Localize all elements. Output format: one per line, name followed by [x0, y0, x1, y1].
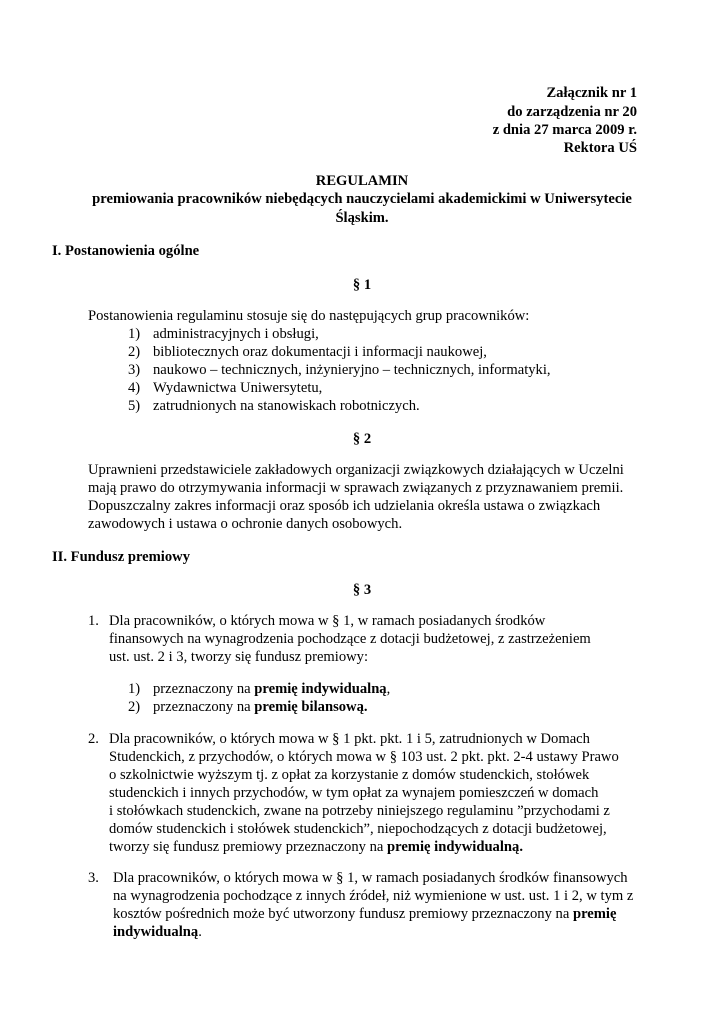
list-item-number: 4) — [128, 380, 141, 396]
fund-item-2-line: Studenckich, z przychodów, o których mowa w § 103 ust. 2 pkt. pkt. 2-4 ustawy Prawo — [109, 749, 619, 765]
sub-list-text: przeznaczony na — [153, 699, 255, 715]
fund-item-2-last-text: tworzy się fundusz premiowy przeznaczony na — [109, 839, 387, 855]
paragraph-mark-2: § 2 — [352, 431, 372, 447]
sub-list-item-text — [153, 699, 368, 717]
header-line-1: Załącznik nr 1 — [546, 85, 637, 101]
list-item-text: Wydawnictwa Uniwersytetu, — [153, 380, 323, 396]
paragraph-2-line: mają prawo do otrzymywania informacji w sprawach związanych z przyznawaniem premii. — [88, 480, 624, 496]
bonus-type-bold: indywidualną — [113, 924, 199, 940]
fund-item-2-line: studenckich i innych przychodów, w tym opłat za wynajem pomieszczeń w domach — [109, 785, 599, 801]
fund-item-2-line: Dla pracowników, o których mowa w § 1 pkt. pkt. 1 i 5, zatrudnionych w Domach — [109, 731, 590, 747]
bonus-type-bold: premię — [572, 906, 617, 922]
bonus-type-bold: premię bilansową. — [254, 699, 368, 715]
list-item-text: administracyjnych i obsługi, — [153, 326, 319, 342]
bonus-type-bold: premię indywidualną — [254, 681, 387, 697]
fund-item-2-line: i stołówkach studenckich, zwane na potrzeby niniejszego regulaminu ”przychodami z — [109, 803, 610, 819]
fund-item-3-line: Dla pracowników, o których mowa w § 1, w ramach posiadanych środków finansowych — [113, 870, 628, 886]
bonus-type-bold: premię indywidualną. — [387, 839, 523, 855]
fund-item-3-line: na wynagrodzenia pochodzące z innych źródeł, niż wymienione w ust. ust. 1 i 2, w tym z — [113, 888, 634, 904]
list-item-number: 1. — [88, 613, 99, 629]
list-item-number: 2) — [128, 344, 141, 360]
list-item-number: 3) — [128, 362, 141, 378]
sub-list-item-text — [153, 681, 390, 699]
paragraph-1-intro: Postanowienia regulaminu stosuje się do następujących grup pracowników: — [88, 308, 530, 324]
list-item-text: zatrudnionych na stanowiskach robotniczych. — [153, 398, 420, 414]
header-line-2: do zarządzenia nr 20 — [507, 104, 637, 120]
list-item-number: 1) — [128, 326, 141, 342]
title-subtitle-line-2: Śląskim. — [335, 210, 389, 226]
list-item-text: naukowo – technicznych, inżynieryjno – technicznych, informatyki, — [153, 362, 551, 378]
fund-item-3-line — [113, 906, 616, 924]
section-heading-2: II. Fundusz premiowy — [52, 549, 190, 565]
list-item-number: 2. — [88, 731, 99, 747]
fund-item-3-end: . — [198, 924, 202, 940]
list-item-number: 2) — [128, 699, 141, 715]
fund-item-1-line: finansowych na wynagrodzenia pochodzące z dotacji budżetowej, z zastrzeżeniem — [109, 631, 591, 647]
fund-item-1-line: Dla pracowników, o których mowa w § 1, w ramach posiadanych środków — [109, 613, 546, 629]
list-item-text: bibliotecznych oraz dokumentacji i informacji naukowej, — [153, 344, 487, 360]
sub-list-end: , — [386, 681, 391, 697]
paragraph-mark-3: § 3 — [352, 582, 372, 598]
list-item-number: 1) — [128, 681, 141, 697]
fund-item-3-line — [113, 924, 202, 942]
title-main: REGULAMIN — [315, 173, 409, 189]
paragraph-mark-1: § 1 — [352, 277, 372, 293]
paragraph-2-line: zawodowych i ustawa o ochronie danych osobowych. — [88, 516, 403, 532]
list-item-number: 5) — [128, 398, 141, 414]
header-line-3: z dnia 27 marca 2009 r. — [492, 122, 637, 138]
paragraph-2-line: Uprawnieni przedstawiciele zakładowych organizacji związkowych działających w Uczelni — [88, 462, 624, 478]
header-line-4: Rektora UŚ — [563, 140, 637, 156]
fund-item-2-line — [109, 839, 523, 857]
paragraph-2-line: Dopuszczalny zakres informacji oraz sposób ich udzielania określa ustawa o związkach — [88, 498, 601, 514]
fund-item-2-line: domów studenckich i stołówek studenckich”, niepochodzących z dotacji budżetowej, — [109, 821, 607, 837]
fund-item-3-text: kosztów pośrednich może być utworzony fundusz premiowy przeznaczony na — [113, 906, 573, 922]
fund-item-2-line: o szkolnictwie wyższym tj. z opłat za korzystanie z domów studenckich, stołówek — [109, 767, 590, 783]
list-item-number: 3. — [88, 870, 99, 886]
sub-list-text: przeznaczony na — [153, 681, 255, 697]
section-heading-1: I. Postanowienia ogólne — [52, 243, 200, 259]
title-subtitle-line-1: premiowania pracowników niebędących nauczycielami akademickimi w Uniwersytecie — [92, 191, 632, 207]
fund-item-1-line: ust. ust. 2 i 3, tworzy się fundusz premiowy: — [109, 649, 369, 665]
